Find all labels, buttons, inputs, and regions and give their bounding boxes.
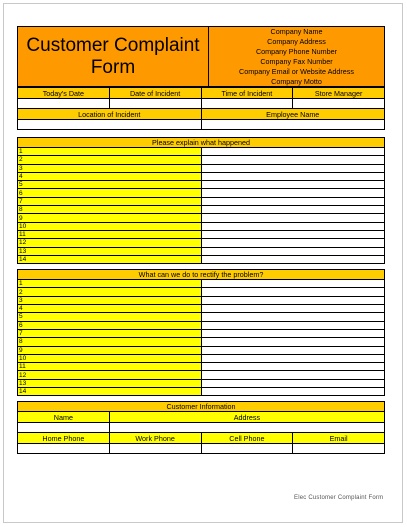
line-number: 11 xyxy=(18,363,202,371)
line-number: 12 xyxy=(18,371,202,379)
numbered-line xyxy=(18,247,385,255)
company-line: Company Fax Number xyxy=(260,56,333,66)
line-entry-field[interactable] xyxy=(201,197,385,205)
line-entry-field[interactable] xyxy=(201,346,385,354)
todays-date-header: Today's Date xyxy=(18,88,110,99)
numbered-line xyxy=(18,255,385,263)
numbered-line xyxy=(18,239,385,247)
line-number: 2 xyxy=(18,156,202,164)
form-page xyxy=(3,3,403,523)
line-entry-field[interactable] xyxy=(201,189,385,197)
line-number: 7 xyxy=(18,197,202,205)
line-number: 13 xyxy=(18,379,202,387)
numbered-line xyxy=(18,313,385,321)
company-info xyxy=(209,27,384,86)
location-header: Location of Incident xyxy=(18,109,202,120)
numbered-line xyxy=(18,164,385,172)
line-entry-field[interactable] xyxy=(201,296,385,304)
line-entry-field[interactable] xyxy=(201,206,385,214)
numbered-line xyxy=(18,148,385,156)
numbered-line xyxy=(18,329,385,337)
company-line: Company Phone Number xyxy=(255,46,338,56)
explain-section-title: Please explain what happened xyxy=(18,138,385,148)
customer-section-title: Customer Information xyxy=(18,402,385,412)
line-entry-field[interactable] xyxy=(201,280,385,288)
company-line: Company Name xyxy=(270,26,323,36)
line-number: 14 xyxy=(18,388,202,396)
line-number: 3 xyxy=(18,164,202,172)
customer-name-header: Name xyxy=(18,412,110,423)
numbered-line xyxy=(18,197,385,205)
line-number: 1 xyxy=(18,148,202,156)
store-manager-header: Store Manager xyxy=(293,88,385,99)
time-of-incident-header: Time of Incident xyxy=(201,88,293,99)
line-entry-field[interactable] xyxy=(201,388,385,396)
line-entry-field[interactable] xyxy=(201,371,385,379)
numbered-line xyxy=(18,222,385,230)
line-number: 7 xyxy=(18,329,202,337)
cell-phone-header: Cell Phone xyxy=(201,433,293,444)
line-entry-field[interactable] xyxy=(201,313,385,321)
work-phone-header: Work Phone xyxy=(109,433,201,444)
customer-address-header: Address xyxy=(109,412,384,423)
line-entry-field[interactable] xyxy=(201,172,385,180)
form-title: Customer Complaint Form xyxy=(18,27,209,86)
numbered-line xyxy=(18,388,385,396)
date-of-incident-field[interactable] xyxy=(109,99,201,109)
line-entry-field[interactable] xyxy=(201,329,385,337)
time-of-incident-field[interactable] xyxy=(201,99,293,109)
company-line: Company Motto xyxy=(271,76,322,86)
line-number: 6 xyxy=(18,189,202,197)
numbered-line xyxy=(18,354,385,362)
todays-date-field[interactable] xyxy=(18,99,110,109)
numbered-line xyxy=(18,296,385,304)
email-header: Email xyxy=(293,433,385,444)
store-manager-field[interactable] xyxy=(293,99,385,109)
cell-phone-field[interactable] xyxy=(201,444,293,454)
line-number: 11 xyxy=(18,230,202,238)
line-entry-field[interactable] xyxy=(201,363,385,371)
line-entry-field[interactable] xyxy=(201,148,385,156)
company-line: Company Email or Website Address xyxy=(239,66,354,76)
line-entry-field[interactable] xyxy=(201,230,385,238)
numbered-line xyxy=(18,363,385,371)
line-entry-field[interactable] xyxy=(201,156,385,164)
rectify-section-title: What can we do to rectify the problem? xyxy=(18,270,385,280)
line-entry-field[interactable] xyxy=(201,354,385,362)
numbered-line xyxy=(18,371,385,379)
line-number: 9 xyxy=(18,346,202,354)
complaint-form xyxy=(17,26,385,454)
line-entry-field[interactable] xyxy=(201,379,385,387)
line-entry-field[interactable] xyxy=(201,222,385,230)
numbered-line xyxy=(18,379,385,387)
line-number: 5 xyxy=(18,181,202,189)
line-entry-field[interactable] xyxy=(201,321,385,329)
incident-table xyxy=(17,87,385,137)
rectify-table xyxy=(17,269,385,396)
email-field[interactable] xyxy=(293,444,385,454)
line-number: 8 xyxy=(18,338,202,346)
line-number: 12 xyxy=(18,239,202,247)
work-phone-field[interactable] xyxy=(109,444,201,454)
line-entry-field[interactable] xyxy=(201,239,385,247)
employee-name-header: Employee Name xyxy=(201,109,385,120)
employee-name-field[interactable] xyxy=(201,120,385,130)
numbered-line xyxy=(18,288,385,296)
explain-table xyxy=(17,137,385,264)
numbered-line xyxy=(18,156,385,164)
numbered-line xyxy=(18,230,385,238)
line-number: 4 xyxy=(18,305,202,313)
line-number: 10 xyxy=(18,354,202,362)
numbered-line xyxy=(18,206,385,214)
form-header xyxy=(17,26,385,87)
numbered-line xyxy=(18,280,385,288)
customer-name-field[interactable] xyxy=(18,423,110,433)
footer-text: Elec Customer Complaint Form xyxy=(294,495,384,501)
numbered-line xyxy=(18,214,385,222)
line-number: 5 xyxy=(18,313,202,321)
line-entry-field[interactable] xyxy=(201,164,385,172)
line-entry-field[interactable] xyxy=(201,255,385,263)
home-phone-header: Home Phone xyxy=(18,433,110,444)
location-field[interactable] xyxy=(18,120,202,130)
numbered-line xyxy=(18,321,385,329)
line-number: 3 xyxy=(18,296,202,304)
line-number: 8 xyxy=(18,206,202,214)
line-number: 10 xyxy=(18,222,202,230)
line-number: 1 xyxy=(18,280,202,288)
line-number: 14 xyxy=(18,255,202,263)
line-entry-field[interactable] xyxy=(201,214,385,222)
line-number: 9 xyxy=(18,214,202,222)
numbered-line xyxy=(18,338,385,346)
numbered-line xyxy=(18,172,385,180)
line-entry-field[interactable] xyxy=(201,247,385,255)
line-entry-field[interactable] xyxy=(201,338,385,346)
home-phone-field[interactable] xyxy=(18,444,110,454)
numbered-line xyxy=(18,181,385,189)
line-number: 2 xyxy=(18,288,202,296)
line-number: 4 xyxy=(18,172,202,180)
numbered-line xyxy=(18,305,385,313)
line-entry-field[interactable] xyxy=(201,181,385,189)
customer-address-field[interactable] xyxy=(109,423,384,433)
line-entry-field[interactable] xyxy=(201,305,385,313)
customer-table xyxy=(17,401,385,454)
numbered-line xyxy=(18,189,385,197)
line-number: 13 xyxy=(18,247,202,255)
numbered-line xyxy=(18,346,385,354)
line-entry-field[interactable] xyxy=(201,288,385,296)
line-number: 6 xyxy=(18,321,202,329)
date-of-incident-header: Date of Incident xyxy=(109,88,201,99)
company-line: Company Address xyxy=(267,36,326,46)
